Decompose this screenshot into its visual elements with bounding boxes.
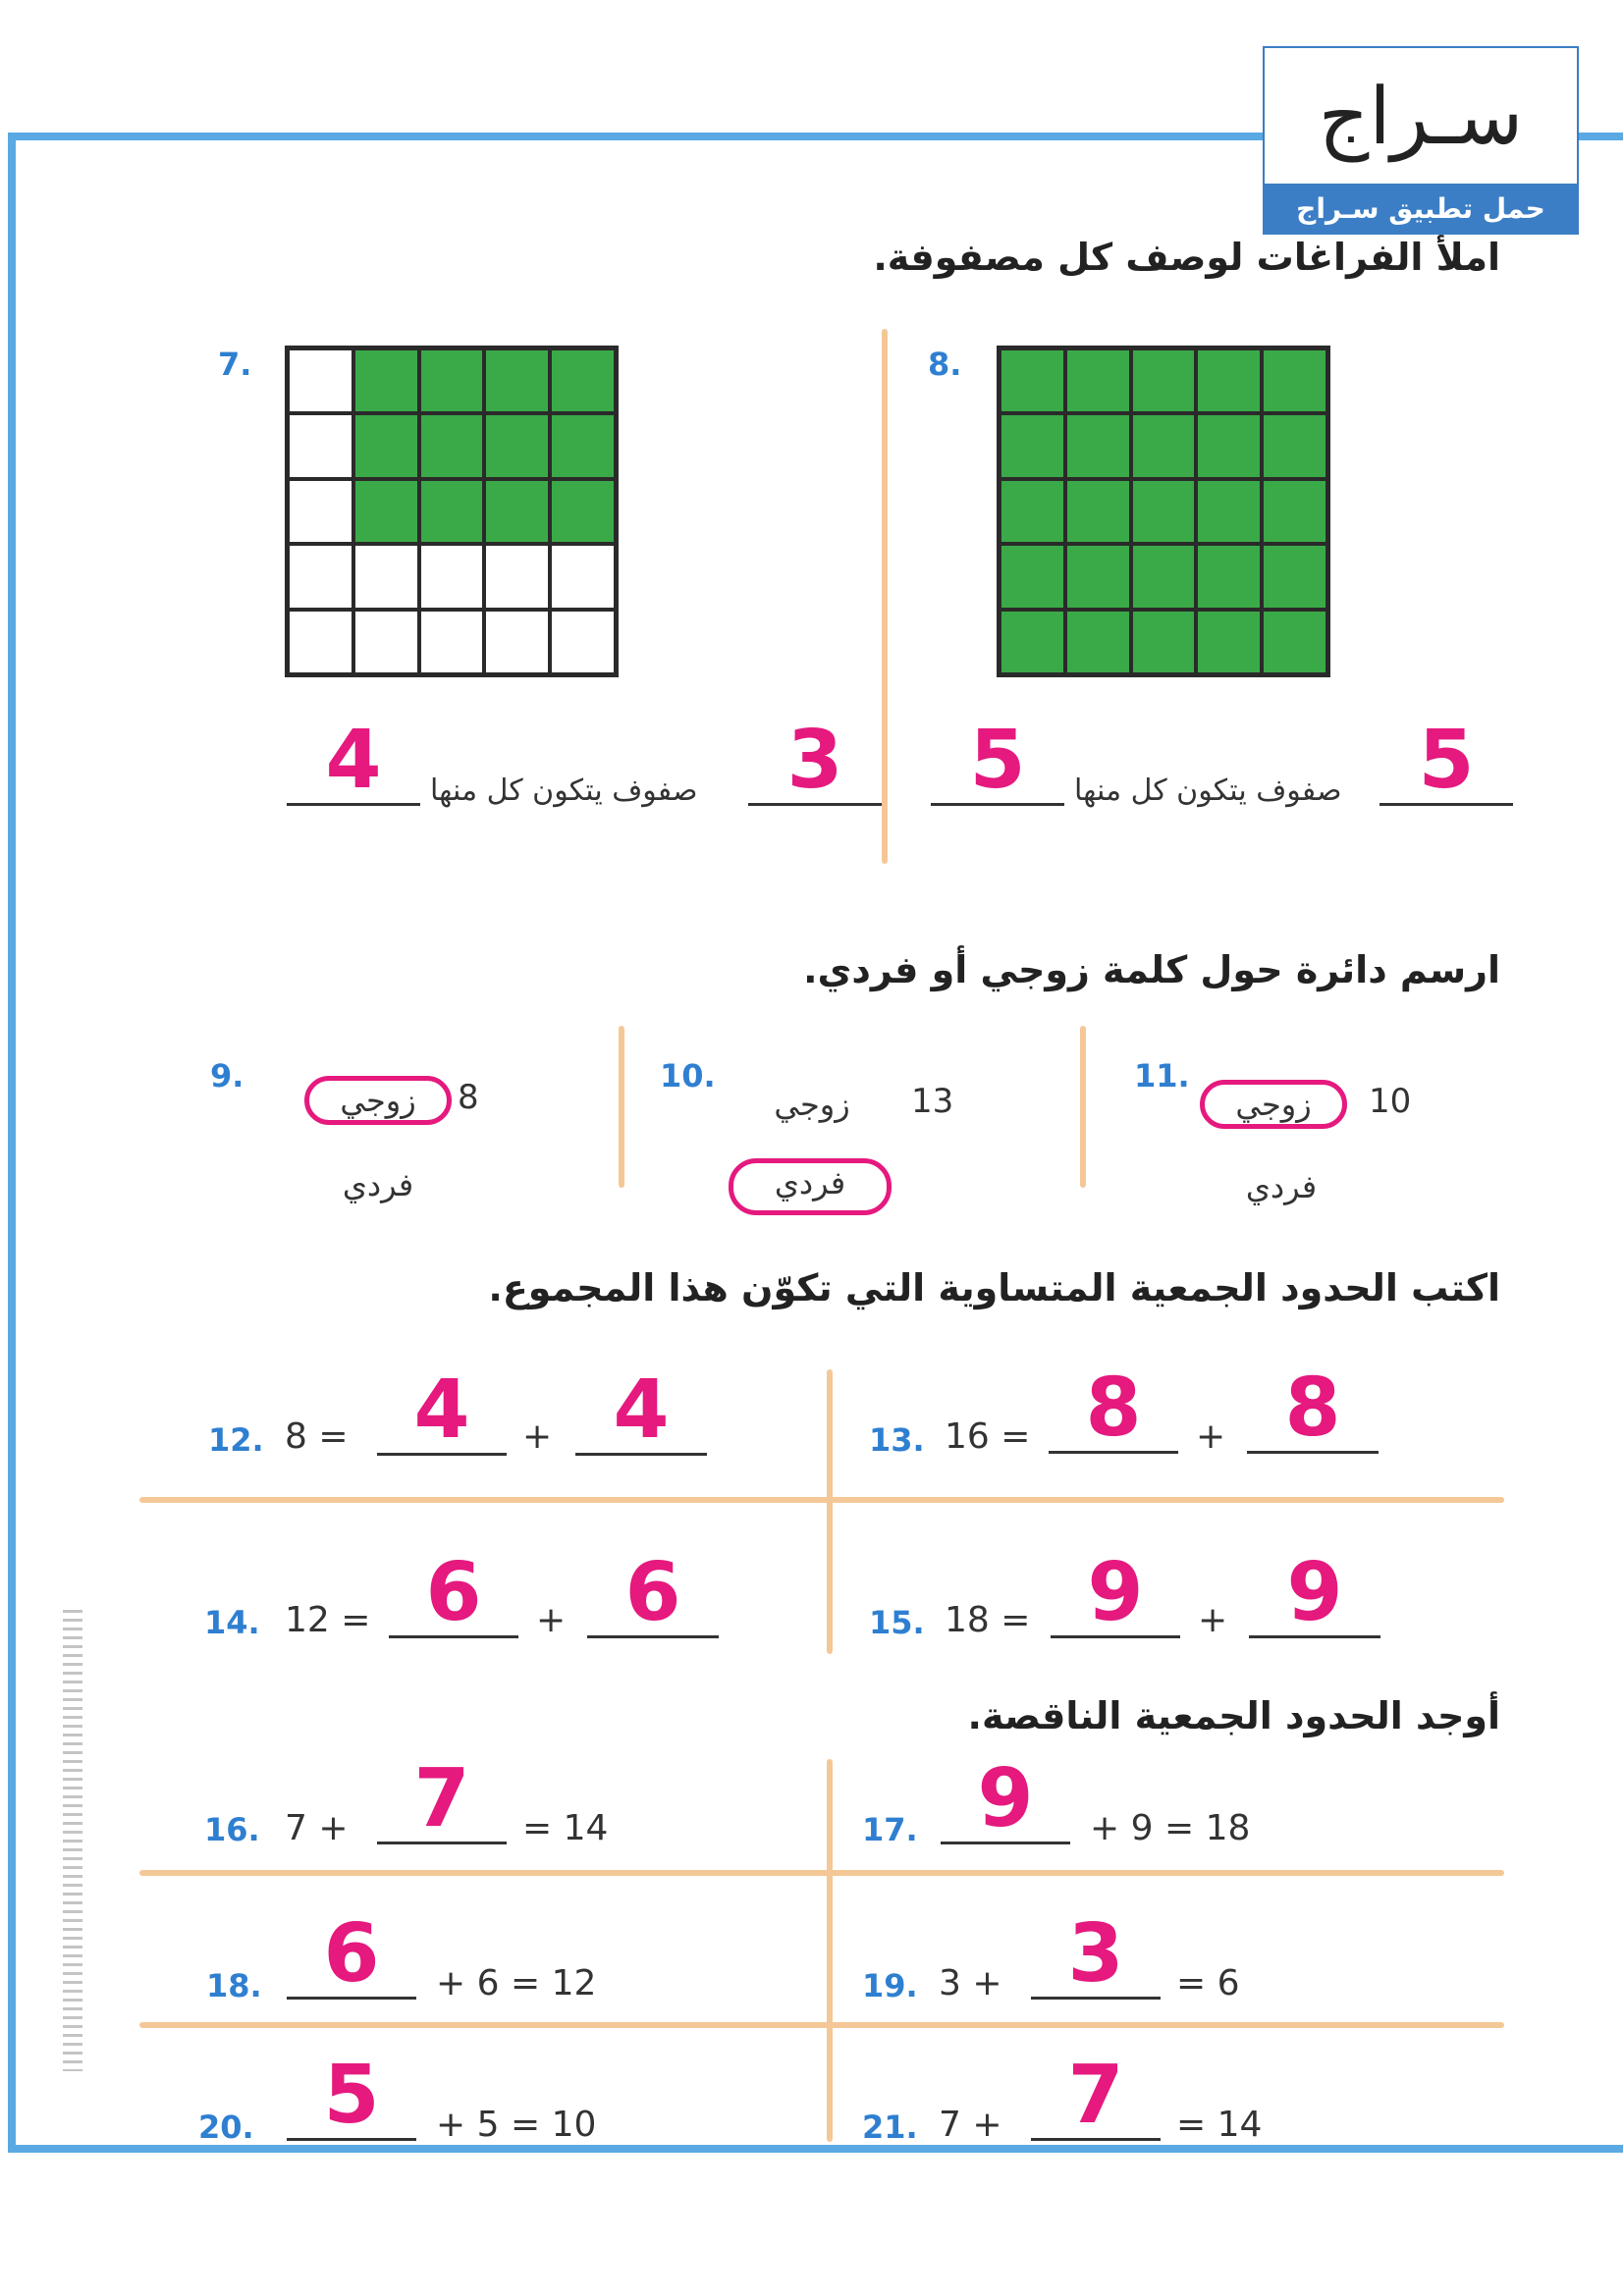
q21-number: 21. — [862, 2109, 918, 2146]
q15-addend-b-blank[interactable] — [1249, 1546, 1380, 1639]
array-cell-filled — [1000, 479, 1065, 544]
q11-odd-choice[interactable]: فردي — [1245, 1168, 1318, 1205]
array-cell-empty — [550, 610, 616, 674]
array-cell-empty — [353, 610, 419, 674]
plus-sign: + — [536, 1600, 567, 1640]
section2-title: ارسم دائرة حول كلمة زوجي أو فردي. — [803, 948, 1500, 991]
array-cell-filled — [1131, 544, 1197, 609]
array-cell-empty — [484, 544, 550, 609]
q15-lhs: 18 = — [945, 1600, 1031, 1640]
array-cell-filled — [1196, 479, 1262, 544]
array-cell-filled — [419, 413, 485, 478]
q12-addend-b-blank[interactable] — [575, 1363, 707, 1457]
q14-addend-b-blank[interactable] — [587, 1546, 719, 1639]
q19-answer: 3 — [1067, 1907, 1124, 2001]
q8-per-row-answer: 5 — [969, 714, 1026, 807]
array-cell-filled — [1065, 610, 1131, 674]
siraj-logo — [1263, 46, 1579, 235]
q20-right: + 5 = 10 — [436, 2105, 597, 2145]
q11-value: 10 — [1369, 1082, 1412, 1121]
q7-rows-blank[interactable] — [748, 714, 882, 807]
array-cell-filled — [484, 348, 550, 413]
array-cell-filled — [1065, 413, 1131, 478]
q14-addend-a: 6 — [425, 1546, 482, 1639]
array-cell-empty — [288, 544, 353, 609]
q12-addend-a: 4 — [413, 1363, 470, 1457]
array-cell-filled — [1196, 348, 1262, 413]
q8-rows-answer: 5 — [1418, 714, 1475, 807]
array-cell-filled — [1131, 348, 1197, 413]
q14-lhs: 12 = — [285, 1600, 371, 1640]
q10-even-choice[interactable]: زوجي — [774, 1086, 850, 1123]
divider-horizontal — [139, 1870, 1504, 1876]
q21-answer: 7 — [1067, 2049, 1124, 2142]
q10-number: 10. — [660, 1057, 716, 1095]
array-cell-filled — [1131, 479, 1197, 544]
divider-horizontal — [139, 2022, 1504, 2028]
divider-horizontal — [139, 1497, 1504, 1503]
logo-mark: سـراج — [1318, 70, 1524, 162]
q11-number: 11. — [1134, 1057, 1190, 1095]
q19-blank[interactable] — [1031, 1907, 1161, 2001]
q13-addend-b-blank[interactable] — [1247, 1362, 1379, 1455]
q11-even-choice[interactable]: زوجي — [1200, 1080, 1347, 1129]
q20-answer: 5 — [323, 2049, 380, 2142]
divider-vertical — [882, 329, 888, 864]
array-cell-empty — [288, 348, 353, 413]
q21-left: 7 + — [939, 2105, 1002, 2145]
page-frame — [8, 133, 1623, 2153]
divider-vertical — [827, 1369, 833, 1654]
q14-addend-a-blank[interactable] — [389, 1546, 518, 1639]
q14-addend-b: 6 — [624, 1546, 681, 1639]
copyright-sidenote — [63, 1610, 82, 2071]
q10-value: 13 — [911, 1082, 954, 1121]
q16-left: 7 + — [285, 1808, 349, 1848]
q8-number: 8. — [928, 346, 962, 383]
divider-vertical — [1080, 1026, 1086, 1188]
array-cell-filled — [1262, 413, 1327, 478]
array-cell-empty — [288, 413, 353, 478]
array-cell-empty — [419, 610, 485, 674]
q13-addend-a-blank[interactable] — [1049, 1362, 1178, 1455]
array-cell-filled — [484, 479, 550, 544]
array-cell-filled — [1196, 413, 1262, 478]
array-cell-filled — [1131, 610, 1197, 674]
q16-number: 16. — [204, 1811, 260, 1848]
q8-phrase: صفوف يتكون كل منها — [1074, 774, 1342, 808]
q7-per-row-blank[interactable] — [287, 714, 420, 807]
q18-right: + 6 = 12 — [436, 1963, 597, 2003]
array-cell-filled — [419, 479, 485, 544]
array-cell-filled — [1065, 544, 1131, 609]
q12-number: 12. — [208, 1421, 264, 1459]
q16-right: = 14 — [522, 1808, 609, 1848]
array-cell-filled — [1262, 544, 1327, 609]
section3-title: اكتب الحدود الجمعية المتساوية التي تكوّن هذا المجموع. — [488, 1266, 1500, 1309]
q9-even-choice[interactable]: زوجي — [304, 1076, 452, 1125]
q12-addend-a-blank[interactable] — [377, 1363, 507, 1457]
q21-right: = 14 — [1176, 2105, 1263, 2145]
q19-left: 3 + — [939, 1963, 1002, 2003]
q13-addend-b: 8 — [1284, 1362, 1341, 1455]
q19-right: = 6 — [1176, 1963, 1240, 2003]
logo-tagline: حمل تطبيق سـراج — [1265, 184, 1577, 233]
q7-number: 7. — [218, 346, 252, 383]
q17-number: 17. — [862, 1811, 918, 1848]
q17-right: + 9 = 18 — [1090, 1808, 1251, 1848]
q13-number: 13. — [869, 1421, 925, 1459]
q13-addend-a: 8 — [1085, 1362, 1142, 1455]
q12-lhs: 8 = — [285, 1416, 349, 1457]
q9-odd-choice[interactable]: فردي — [342, 1166, 414, 1203]
array-cell-empty — [484, 610, 550, 674]
q17-answer: 9 — [977, 1752, 1034, 1845]
array-cell-filled — [1262, 610, 1327, 674]
q18-number: 18. — [206, 1967, 262, 2004]
array-cell-filled — [1131, 413, 1197, 478]
q15-addend-a: 9 — [1087, 1546, 1144, 1639]
q9-value: 8 — [458, 1078, 479, 1117]
array-cell-empty — [288, 610, 353, 674]
array-cell-empty — [419, 544, 485, 609]
array-cell-filled — [484, 413, 550, 478]
q13-lhs: 16 = — [945, 1416, 1031, 1457]
array-cell-filled — [1000, 413, 1065, 478]
divider-vertical — [619, 1026, 624, 1188]
array-cell-filled — [353, 348, 419, 413]
q15-addend-b: 9 — [1286, 1546, 1343, 1639]
q9-number: 9. — [210, 1057, 244, 1095]
array-cell-filled — [419, 348, 485, 413]
plus-sign: + — [522, 1416, 553, 1457]
section1-title: املأ الفراغات لوصف كل مصفوفة. — [873, 236, 1500, 279]
array-cell-filled — [1065, 479, 1131, 544]
array-cell-filled — [550, 479, 616, 544]
q10-odd-choice[interactable]: فردي — [729, 1158, 892, 1215]
q8-array-grid — [997, 346, 1330, 677]
q20-number: 20. — [198, 2109, 254, 2146]
divider-vertical — [827, 1759, 833, 2142]
q18-answer: 6 — [323, 1907, 380, 2001]
q16-blank[interactable] — [377, 1752, 507, 1845]
plus-sign: + — [1196, 1416, 1226, 1457]
q16-answer: 7 — [413, 1752, 470, 1845]
q19-number: 19. — [862, 1967, 918, 2004]
array-cell-filled — [1262, 348, 1327, 413]
q7-array-grid — [285, 346, 619, 677]
section4-title: أوجد الحدود الجمعية الناقصة. — [967, 1694, 1500, 1737]
q7-per-row-answer: 4 — [325, 714, 382, 807]
q21-blank[interactable] — [1031, 2049, 1161, 2142]
array-cell-empty — [550, 544, 616, 609]
array-cell-filled — [1065, 348, 1131, 413]
q12-addend-b: 4 — [613, 1363, 670, 1457]
q18-blank[interactable] — [287, 1907, 416, 2001]
q17-blank[interactable] — [941, 1752, 1070, 1845]
q14-number: 14. — [204, 1604, 260, 1641]
array-cell-empty — [288, 479, 353, 544]
q8-rows-blank[interactable] — [1380, 714, 1513, 807]
array-cell-filled — [353, 413, 419, 478]
array-cell-filled — [1262, 479, 1327, 544]
array-cell-filled — [353, 479, 419, 544]
plus-sign: + — [1198, 1600, 1228, 1640]
array-cell-filled — [1000, 544, 1065, 609]
array-cell-filled — [1196, 544, 1262, 609]
q7-phrase: صفوف يتكون كل منها — [430, 774, 698, 808]
q15-number: 15. — [869, 1604, 925, 1641]
array-cell-filled — [550, 413, 616, 478]
array-cell-filled — [1000, 348, 1065, 413]
q20-blank[interactable] — [287, 2049, 416, 2142]
q15-addend-a-blank[interactable] — [1051, 1546, 1180, 1639]
q8-per-row-blank[interactable] — [931, 714, 1064, 807]
array-cell-empty — [353, 544, 419, 609]
array-cell-filled — [1000, 610, 1065, 674]
array-cell-filled — [1196, 610, 1262, 674]
q7-rows-answer: 3 — [786, 714, 843, 807]
array-cell-filled — [550, 348, 616, 413]
